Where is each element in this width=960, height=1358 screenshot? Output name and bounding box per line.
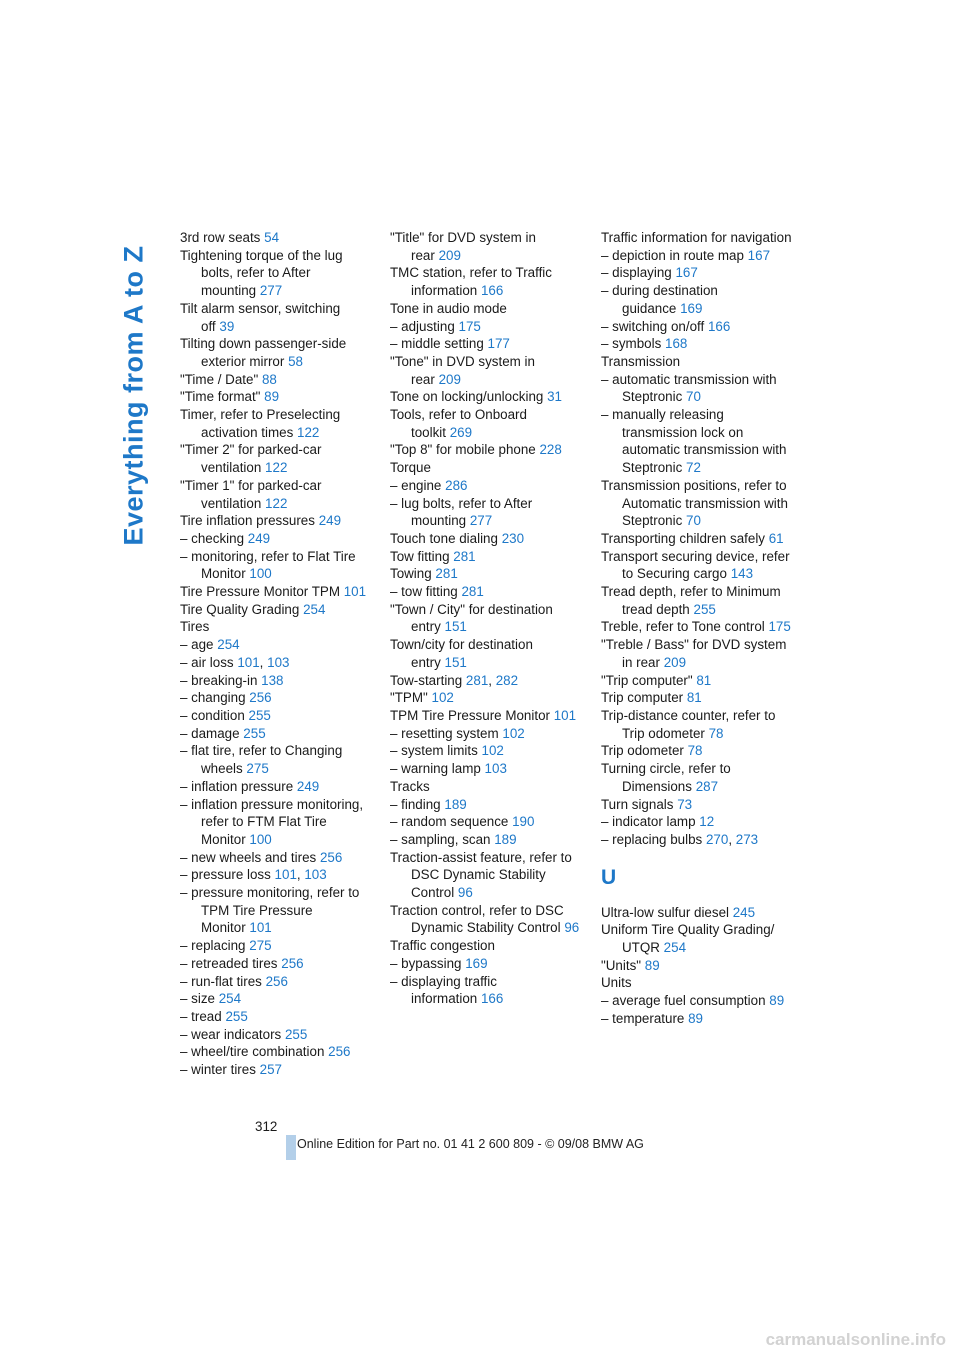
index-entry bbox=[180, 477, 375, 512]
page-reference-link[interactable]: 122 bbox=[297, 424, 320, 440]
page-reference-link[interactable]: 177 bbox=[487, 336, 510, 352]
page-reference-link[interactable]: 151 bbox=[444, 654, 467, 670]
index-entry bbox=[180, 300, 375, 335]
index-entry bbox=[180, 229, 375, 247]
index-entry-text: – switching on/off bbox=[601, 318, 705, 334]
index-entry-text: – warning lamp bbox=[390, 761, 481, 777]
page-reference-link[interactable]: 249 bbox=[296, 778, 320, 794]
index-entry bbox=[601, 406, 796, 477]
index-entry-text: Transmission bbox=[601, 353, 681, 369]
index-entry bbox=[180, 672, 375, 690]
page-reference-link[interactable]: 256 bbox=[281, 955, 304, 971]
index-entry bbox=[601, 742, 796, 760]
index-entry-text: Tightening torque of the lug bolts, refer to After mounting bbox=[180, 247, 343, 299]
index-entry-text: – replacing bbox=[180, 938, 246, 954]
index-entry bbox=[601, 904, 796, 922]
index-entry bbox=[390, 406, 585, 441]
page-reference-link[interactable]: 166 bbox=[707, 318, 731, 334]
index-entry bbox=[601, 618, 796, 636]
page-reference-link[interactable]: 275 bbox=[246, 761, 269, 777]
index-entry-text: Town/city for destination entry bbox=[390, 637, 533, 670]
page-reference-link[interactable]: 73 bbox=[677, 796, 693, 812]
index-entry bbox=[390, 760, 585, 778]
index-entry-text: "TPM" bbox=[390, 690, 428, 706]
index-entry bbox=[601, 548, 796, 583]
index-entry-text: Tread depth, refer to Minimum tread depth bbox=[601, 584, 781, 617]
index-entry-text: – displaying traffic information bbox=[390, 973, 497, 1007]
index-entry-text: – adjusting bbox=[390, 318, 455, 334]
index-entry-text: "Time / Date" bbox=[180, 371, 259, 387]
page-reference-link[interactable]: 270 bbox=[705, 831, 729, 847]
index-entry-text: Tow fitting bbox=[390, 548, 450, 564]
index-entry-text: – system limits bbox=[390, 743, 478, 759]
index-entry bbox=[390, 902, 585, 937]
page-reference-link[interactable]: 257 bbox=[259, 1062, 282, 1078]
page-reference-link[interactable]: 256 bbox=[319, 849, 343, 865]
index-entry-text: "Units" bbox=[601, 957, 642, 973]
index-entry bbox=[180, 796, 375, 849]
watermark-logo: carmanualsonline.info bbox=[765, 1330, 946, 1349]
index-entry bbox=[180, 618, 375, 636]
index-letter-heading: U bbox=[601, 865, 617, 889]
index-entry bbox=[601, 1010, 796, 1028]
index-entry bbox=[601, 760, 796, 795]
index-entry-text: – breaking-in bbox=[180, 672, 258, 688]
index-entry-text: Tow-starting bbox=[390, 672, 463, 688]
index-entry bbox=[390, 796, 585, 814]
index-entry bbox=[180, 990, 375, 1008]
page-reference-link[interactable]: 281 bbox=[435, 566, 458, 582]
page-reference-link[interactable]: 273 bbox=[735, 831, 759, 847]
page-reference-link[interactable]: 189 bbox=[444, 796, 467, 812]
index-entry: – air loss 101, 103 bbox=[180, 654, 290, 670]
index-entry bbox=[390, 636, 585, 671]
index-entry bbox=[601, 672, 796, 690]
index-entry-text: "Timer 1" for parked-car ventilation bbox=[180, 477, 322, 511]
index-entry bbox=[180, 335, 375, 370]
index-entry bbox=[390, 583, 585, 601]
page-reference-link[interactable]: 122 bbox=[265, 460, 288, 476]
index-entry bbox=[601, 335, 796, 353]
index-entry bbox=[601, 371, 796, 406]
page-reference-link[interactable]: 89 bbox=[688, 1010, 704, 1026]
index-entry-text: Tires bbox=[180, 619, 210, 635]
index-entry bbox=[180, 1043, 375, 1061]
page-reference-link[interactable]: 255 bbox=[248, 707, 271, 723]
index-entry bbox=[390, 335, 585, 353]
page-reference-link[interactable]: 122 bbox=[265, 495, 288, 511]
index-entry-text: Tire Quality Grading bbox=[180, 601, 300, 617]
index-entry-text: – damage bbox=[180, 725, 240, 741]
index-entry-text: "Tone" in DVD system in rear bbox=[390, 353, 535, 387]
index-entry-text: – size bbox=[180, 991, 215, 1007]
page-reference-link[interactable]: 277 bbox=[259, 283, 283, 299]
page-reference-link[interactable]: 100 bbox=[249, 831, 272, 847]
page-reference-link[interactable]: 78 bbox=[687, 743, 703, 759]
page-reference-link[interactable]: 255 bbox=[284, 1026, 308, 1042]
footer-edition-note: Online Edition for Part no. 01 41 2 600 809 - © 09/08 BMW AG bbox=[297, 1137, 644, 1151]
index-entry-text: Traction-assist feature, refer to DSC Dynamic Stability Control bbox=[390, 849, 572, 901]
index-entry bbox=[390, 388, 585, 406]
page-number: 312 bbox=[255, 1119, 278, 1134]
index-entry bbox=[601, 247, 796, 265]
index-entry-text: Touch tone dialing bbox=[390, 530, 498, 546]
index-entry bbox=[390, 353, 585, 388]
index-entry-text: – pressure loss bbox=[180, 867, 271, 883]
index-entry-text: – bypassing bbox=[390, 955, 462, 971]
page-reference-link[interactable]: 31 bbox=[547, 389, 562, 405]
page-reference-link[interactable]: 254 bbox=[303, 601, 326, 617]
index-entry bbox=[601, 974, 796, 992]
index-entry-text: – displaying bbox=[601, 265, 672, 281]
index-entry-text: TPM Tire Pressure Monitor bbox=[390, 707, 550, 723]
index-entry-text: – sampling, scan bbox=[390, 831, 491, 847]
index-entry-text: – air loss bbox=[180, 654, 234, 670]
page-reference-link[interactable]: 89 bbox=[644, 957, 660, 973]
page-reference-link[interactable]: 269 bbox=[449, 424, 473, 440]
page-reference-link[interactable]: 103 bbox=[267, 654, 290, 670]
index-entry bbox=[601, 921, 796, 956]
index-entry bbox=[390, 725, 585, 743]
page-reference-link[interactable]: 151 bbox=[444, 619, 467, 635]
index-entry bbox=[390, 778, 585, 796]
page-reference-link[interactable]: 175 bbox=[458, 318, 481, 334]
index-entry bbox=[601, 477, 796, 530]
index-entry-text: Trip odometer bbox=[601, 743, 684, 759]
index-entry-text: – manually releasing transmission lock on automatic transmission with Steptronic bbox=[601, 407, 787, 476]
index-entry bbox=[390, 459, 585, 477]
index-entry bbox=[601, 992, 796, 1010]
index-entry-text: – condition bbox=[180, 707, 245, 723]
page-reference-link[interactable]: 96 bbox=[564, 920, 580, 936]
page-reference-link[interactable]: 103 bbox=[484, 761, 507, 777]
index-entry-text: – inflation pressure bbox=[180, 778, 294, 794]
index-entry bbox=[390, 849, 585, 902]
page-reference-link[interactable]: 249 bbox=[318, 513, 342, 529]
index-entry bbox=[180, 955, 375, 973]
page-reference-link[interactable]: 96 bbox=[457, 885, 473, 901]
page-reference-link[interactable]: 39 bbox=[219, 318, 235, 334]
index-entry-text: – retreaded tires bbox=[180, 955, 278, 971]
page-reference-link[interactable]: 143 bbox=[730, 566, 754, 582]
page-reference-link[interactable]: 256 bbox=[265, 973, 288, 989]
index-entry bbox=[390, 601, 585, 636]
index-entry-text: – inflation pressure monitoring, refer to FTM Flat Tire Monitor bbox=[180, 796, 364, 847]
page-reference-link[interactable]: 277 bbox=[469, 513, 493, 529]
page-reference-link[interactable]: 189 bbox=[494, 831, 517, 847]
page-reference-link[interactable]: 103 bbox=[304, 867, 327, 883]
index-entry bbox=[390, 937, 585, 955]
index-entry-text: "Trip computer" bbox=[601, 672, 693, 688]
index-entry bbox=[390, 530, 585, 548]
index-entry-text: – run-flat tires bbox=[180, 973, 262, 989]
index-entry bbox=[390, 318, 585, 336]
index-entry bbox=[180, 441, 375, 476]
index-entry bbox=[390, 441, 585, 459]
page-reference-link[interactable]: 81 bbox=[696, 672, 712, 688]
index-entry-text: – lug bolts, refer to After mounting bbox=[390, 495, 533, 529]
index-entry: – replacing bulbs 270, 273 bbox=[601, 831, 759, 847]
page-reference-link[interactable]: 101 bbox=[553, 707, 577, 723]
index-entry-text: Tire Pressure Monitor TPM bbox=[180, 584, 340, 600]
index-entry-text: Tire inflation pressures bbox=[180, 513, 315, 529]
page-reference-link[interactable]: 101 bbox=[274, 867, 297, 883]
index-entry bbox=[601, 636, 796, 671]
page-reference-link[interactable]: 255 bbox=[693, 601, 716, 617]
index-entry-text: Towing bbox=[390, 566, 432, 582]
index-entry: Tow-starting 281, 282 bbox=[390, 672, 519, 688]
index-entry bbox=[390, 477, 585, 495]
page-reference-link[interactable]: 70 bbox=[686, 389, 701, 405]
index-entry-text: Uniform Tire Quality Grading/ UTQR bbox=[601, 922, 775, 956]
index-entry-text: Timer, refer to Preselecting activation times bbox=[180, 407, 341, 440]
index-entry bbox=[390, 229, 585, 264]
index-entry-text: Trip-distance counter, refer to Trip odometer bbox=[601, 707, 776, 741]
page-reference-link[interactable]: 81 bbox=[686, 690, 702, 706]
footer-accent-bar bbox=[286, 1135, 296, 1160]
page-reference-link[interactable]: 254 bbox=[217, 637, 240, 653]
index-entry bbox=[180, 849, 375, 867]
index-entry-text: Transporting children safely bbox=[601, 530, 765, 546]
index-entry bbox=[601, 318, 796, 336]
side-title-text: Everything from A to Z bbox=[118, 244, 149, 546]
page-reference-link[interactable]: 190 bbox=[512, 814, 535, 830]
page-reference-link[interactable]: 166 bbox=[480, 991, 504, 1007]
index-entry-text: – wheel/tire combination bbox=[180, 1044, 325, 1060]
index-entry-text: "Town / City" for destination entry bbox=[390, 601, 553, 635]
index-entry bbox=[601, 583, 796, 618]
index-entry-text: Units bbox=[601, 975, 632, 991]
index-entry bbox=[390, 813, 585, 831]
page-reference-link[interactable]: 70 bbox=[686, 513, 701, 529]
page-reference-link[interactable]: 254 bbox=[663, 940, 687, 956]
index-entry bbox=[601, 813, 796, 831]
index-entry-text: "Top 8" for mobile phone bbox=[390, 442, 536, 458]
page-reference-link[interactable]: 102 bbox=[481, 743, 504, 759]
index-entry bbox=[390, 831, 585, 849]
index-entry-text: "Time format" bbox=[180, 389, 261, 405]
page-reference-link[interactable]: 89 bbox=[264, 389, 280, 405]
index-entry-text: "Title" for DVD system in rear bbox=[390, 230, 536, 263]
index-entry-text: Tilting down passenger-side exterior mirror bbox=[180, 336, 347, 369]
page-reference-link[interactable]: 167 bbox=[675, 265, 698, 281]
page-reference-link[interactable]: 209 bbox=[438, 371, 461, 387]
page-reference-link[interactable]: 286 bbox=[445, 477, 468, 493]
index-entry bbox=[601, 957, 796, 975]
index-entry bbox=[180, 512, 375, 530]
page-reference-link[interactable]: 209 bbox=[663, 654, 687, 670]
page-reference-link[interactable]: 254 bbox=[218, 991, 242, 1007]
page-reference-link[interactable]: 255 bbox=[243, 725, 266, 741]
index-entry bbox=[180, 884, 375, 937]
index-entry bbox=[390, 300, 585, 318]
index-entry bbox=[180, 937, 375, 955]
page-reference-link[interactable]: 228 bbox=[539, 442, 562, 458]
index-entry bbox=[180, 371, 375, 389]
index-entry-text: – tow fitting bbox=[390, 584, 458, 600]
index-entry bbox=[390, 955, 585, 973]
index-entry-text: Transport securing device, refer to Securing cargo bbox=[601, 548, 790, 582]
index-entry bbox=[180, 583, 375, 601]
index-entry bbox=[390, 707, 585, 725]
index-entry bbox=[601, 353, 796, 371]
page-reference-link[interactable]: 281 bbox=[461, 584, 484, 600]
page-reference-link[interactable]: 61 bbox=[768, 530, 784, 546]
index-entry-text: Traction control, refer to DSC Dynamic Stability Control bbox=[390, 902, 564, 936]
index-entry bbox=[180, 601, 375, 619]
index-entry bbox=[180, 973, 375, 991]
index-entry bbox=[601, 229, 796, 247]
page-reference-link[interactable]: 89 bbox=[769, 993, 785, 1009]
index-entry-text: TMC station, refer to Traffic information bbox=[390, 265, 552, 299]
index-entry-text: – changing bbox=[180, 690, 246, 706]
page-reference-link[interactable]: 249 bbox=[247, 530, 271, 546]
index-entry-text: Transmission positions, refer to Automatic transmission with Steptronic bbox=[601, 477, 788, 529]
index-entry-text: Tilt alarm sensor, switching off bbox=[180, 300, 341, 334]
index-column-1 bbox=[180, 229, 375, 1079]
index-entry-text: – finding bbox=[390, 796, 441, 812]
index-entry-text: – automatic transmission with Steptronic bbox=[601, 371, 777, 405]
index-entry-text: Tone in audio mode bbox=[390, 300, 507, 316]
page-reference-link[interactable]: 102 bbox=[502, 725, 525, 741]
index-entry-text: Treble, refer to Tone control bbox=[601, 619, 765, 635]
page-reference-link[interactable]: 169 bbox=[465, 955, 488, 971]
page-reference-link[interactable]: 100 bbox=[249, 566, 272, 582]
index-entry-text: Traffic congestion bbox=[390, 938, 495, 954]
index-entry bbox=[180, 725, 375, 743]
index-entry bbox=[180, 1008, 375, 1026]
index-entry bbox=[601, 530, 796, 548]
page-reference-link[interactable]: 58 bbox=[288, 353, 303, 369]
index-entry-text: "Treble / Bass" for DVD system in rear bbox=[601, 637, 787, 670]
index-entry bbox=[601, 282, 796, 317]
page-reference-link[interactable]: 230 bbox=[501, 530, 525, 546]
index-entry bbox=[601, 264, 796, 282]
index-entry bbox=[390, 264, 585, 299]
page-reference-link[interactable]: 256 bbox=[249, 690, 272, 706]
index-entry-text: – average fuel consumption bbox=[601, 993, 766, 1009]
page-reference-link[interactable]: 78 bbox=[708, 725, 724, 741]
index-entry-text: – middle setting bbox=[390, 336, 484, 352]
index-entry-text: – resetting system bbox=[390, 725, 499, 741]
index-entry-text: – tread bbox=[180, 1008, 222, 1024]
index-entry bbox=[180, 1026, 375, 1044]
index-entry-text: – monitoring, refer to Flat Tire Monitor bbox=[180, 548, 356, 582]
page-reference-link[interactable]: 168 bbox=[665, 336, 688, 352]
index-entry-text: – wear indicators bbox=[180, 1026, 282, 1042]
page-reference-link[interactable]: 245 bbox=[732, 904, 756, 920]
index-entry: – pressure loss 101, 103 bbox=[180, 867, 327, 883]
index-entry bbox=[180, 636, 375, 654]
index-entry-text: Tracks bbox=[390, 778, 430, 794]
index-entry-text: – new wheels and tires bbox=[180, 849, 317, 865]
index-entry bbox=[180, 689, 375, 707]
page-reference-link[interactable]: 88 bbox=[261, 371, 277, 387]
index-entry bbox=[180, 548, 375, 583]
page-reference-link[interactable]: 175 bbox=[768, 619, 791, 635]
index-entry-text: – depiction in route map bbox=[601, 247, 744, 263]
index-entry-text: – during destination guidance bbox=[601, 283, 718, 316]
index-entry bbox=[180, 778, 375, 796]
page-reference-link[interactable]: 101 bbox=[237, 654, 260, 670]
index-entry-text: – indicator lamp bbox=[601, 814, 696, 830]
index-entry bbox=[601, 796, 796, 814]
index-entry bbox=[180, 707, 375, 725]
index-entry-text: Turn signals bbox=[601, 796, 674, 812]
page-reference-link[interactable]: 281 bbox=[453, 548, 476, 564]
index-column-3 bbox=[601, 229, 796, 1028]
index-entry-text: – checking bbox=[180, 530, 245, 546]
index-entry-text: Turning circle, refer to Dimensions bbox=[601, 761, 731, 794]
index-entry bbox=[180, 1061, 375, 1079]
index-entry-text: 3rd row seats bbox=[180, 230, 261, 245]
page-reference-link[interactable]: 281 bbox=[465, 672, 489, 688]
page-reference-link[interactable]: 138 bbox=[261, 672, 284, 688]
index-entry bbox=[390, 689, 585, 707]
page-reference-link[interactable]: 101 bbox=[249, 920, 272, 936]
page-reference-link[interactable]: 255 bbox=[225, 1008, 248, 1024]
page-reference-link[interactable]: 166 bbox=[480, 283, 504, 299]
index-entry-text: – temperature bbox=[601, 1010, 685, 1026]
index-entry-text: "Timer 2" for parked-car ventilation bbox=[180, 442, 322, 476]
index-entry-text: – random sequence bbox=[390, 814, 509, 830]
index-entry bbox=[390, 565, 585, 583]
index-entry-text: Trip computer bbox=[601, 690, 684, 706]
index-entry bbox=[180, 742, 375, 777]
index-entry bbox=[601, 689, 796, 707]
index-entry bbox=[180, 530, 375, 548]
page-reference-link[interactable]: 101 bbox=[343, 584, 367, 600]
index-entry bbox=[601, 707, 796, 742]
index-entry-text: – engine bbox=[390, 477, 442, 493]
page-reference-link[interactable]: 169 bbox=[680, 300, 703, 316]
index-entry bbox=[180, 388, 375, 406]
index-entry bbox=[180, 247, 375, 300]
index-entry-text: – winter tires bbox=[180, 1062, 256, 1078]
index-entry bbox=[390, 548, 585, 566]
section-side-title bbox=[104, 230, 164, 560]
page-reference-link[interactable]: 167 bbox=[747, 247, 771, 263]
page-reference-link[interactable]: 102 bbox=[431, 690, 454, 706]
index-entry-text: Tools, refer to Onboard toolkit bbox=[390, 407, 527, 440]
index-entry-text: – age bbox=[180, 637, 214, 653]
page-reference-link[interactable]: 209 bbox=[438, 247, 461, 263]
page-reference-link[interactable]: 54 bbox=[264, 230, 280, 245]
index-entry-text: – flat tire, refer to Changing wheels bbox=[180, 743, 343, 777]
page-reference-link[interactable]: 256 bbox=[328, 1044, 351, 1060]
page-reference-link[interactable]: 282 bbox=[495, 672, 519, 688]
index-entry-text: – replacing bulbs bbox=[601, 831, 703, 847]
index-entry-text: – pressure monitoring, refer to TPM Tire Pressure Monitor bbox=[180, 885, 360, 936]
page-reference-link[interactable]: 275 bbox=[249, 938, 272, 954]
index-column-2 bbox=[390, 229, 585, 1008]
index-entry-text: Traffic information for navigation bbox=[601, 230, 792, 245]
index-entry bbox=[390, 742, 585, 760]
index-entry-text: Torque bbox=[390, 460, 431, 476]
index-entry bbox=[180, 406, 375, 441]
page-reference-link[interactable]: 12 bbox=[699, 814, 715, 830]
index-entry bbox=[390, 495, 585, 530]
index-entry-text: – symbols bbox=[601, 336, 662, 352]
page-reference-link[interactable]: 72 bbox=[686, 460, 701, 476]
index-entry-text: Tone on locking/unlocking bbox=[390, 389, 544, 405]
index-entry-text: Ultra-low sulfur diesel bbox=[601, 904, 729, 920]
page-reference-link[interactable]: 287 bbox=[695, 778, 719, 794]
index-entry bbox=[390, 973, 585, 1008]
